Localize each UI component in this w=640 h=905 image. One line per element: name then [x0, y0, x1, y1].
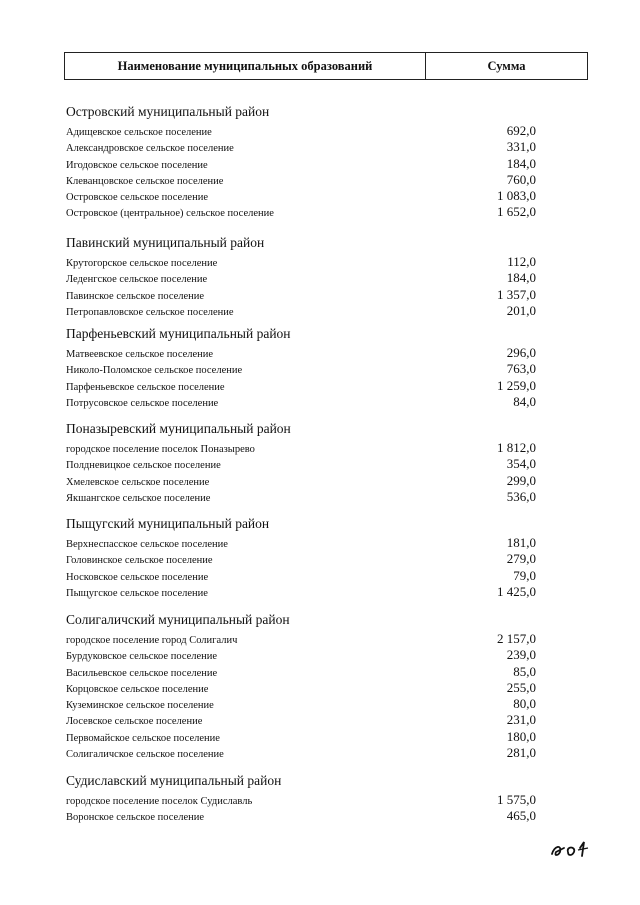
settlement-name: Куземинское сельское поселение — [66, 700, 214, 712]
district-title: Пыщугский муниципальный район — [66, 516, 270, 531]
settlement-sum: 181,0 — [506, 535, 536, 550]
settlement-row — [66, 440, 536, 456]
settlement-sum: 1 652,0 — [497, 204, 536, 220]
settlement-row — [66, 270, 536, 286]
district-title: Павинский муниципальный район — [66, 235, 265, 250]
column-header-sum: Сумма — [487, 58, 526, 73]
settlement-name: Якшангское сельское поселение — [66, 492, 211, 504]
settlement-sum: 760,0 — [506, 171, 536, 187]
settlement-sum: 281,0 — [506, 745, 536, 761]
settlement-sum: 201,0 — [506, 302, 536, 318]
settlement-name: Александровское сельское поселение — [66, 143, 234, 155]
settlement-row — [66, 535, 536, 551]
settlement-row — [66, 489, 536, 505]
district-title: Парфеньевский муниципальный район — [66, 326, 291, 341]
settlement-sum: 354,0 — [506, 456, 536, 472]
settlement-sum: 85,0 — [513, 663, 536, 679]
settlement-name: Матвеевское сельское поселение — [66, 349, 214, 360]
settlement-sum: 180,0 — [506, 728, 536, 744]
settlement-name: Головинское сельское поселение — [66, 555, 213, 567]
settlement-name: Воронское сельское поселение — [66, 812, 205, 824]
settlement-name: городское поселение поселок Судиславль — [66, 796, 253, 807]
settlement-sum: 692,0 — [506, 123, 536, 138]
settlement-name: Солигаличское сельское поселение — [66, 749, 224, 761]
settlement-sum: 239,0 — [506, 647, 536, 663]
settlement-name: Бурдуковское сельское поселение — [66, 651, 218, 663]
settlement-sum: 763,0 — [506, 361, 536, 377]
settlement-row — [66, 808, 536, 824]
settlement-name: Клеванцовское сельское поселение — [66, 175, 224, 187]
settlement-row — [66, 394, 536, 410]
settlement-sum: 465,0 — [506, 808, 536, 824]
settlement-sum: 231,0 — [506, 712, 536, 728]
settlement-sum: 1 812,0 — [497, 440, 536, 455]
settlement-sum: 536,0 — [506, 488, 536, 504]
district-section — [66, 104, 536, 221]
settlement-name: Пыщугское сельское поселение — [66, 587, 208, 599]
settlement-name: Петропавловское сельское поселение — [66, 306, 234, 318]
settlement-sum: 331,0 — [506, 139, 536, 155]
settlement-row — [66, 378, 536, 394]
settlement-row — [66, 745, 536, 761]
settlement-name: Островское сельское поселение — [66, 192, 208, 204]
settlement-name: Парфеньевское сельское поселение — [66, 381, 225, 393]
settlement-row — [66, 792, 536, 808]
settlement-row — [66, 139, 536, 155]
district-section — [66, 773, 536, 825]
settlement-row — [66, 287, 536, 303]
settlement-row — [66, 188, 536, 204]
settlement-name: Игодовское сельское поселение — [66, 159, 208, 171]
settlement-row — [66, 647, 536, 663]
settlement-row — [66, 680, 536, 696]
settlement-row — [66, 172, 536, 188]
district-section — [66, 235, 536, 319]
column-header-name: Наименование муниципальных образований — [65, 53, 426, 79]
district-section — [66, 326, 536, 410]
settlement-row — [66, 156, 536, 172]
settlement-row — [66, 303, 536, 319]
settlement-name: Корцовское сельское поселение — [66, 683, 209, 695]
settlement-name: Адищевское сельское поселение — [66, 127, 212, 138]
settlement-name: Потрусовское сельское поселение — [66, 397, 219, 409]
settlement-name: городское поселение город Солигалич — [66, 635, 238, 646]
settlement-row — [66, 473, 536, 489]
settlement-name: Носковское сельское поселение — [66, 571, 209, 583]
settlement-sum: 1 259,0 — [497, 377, 536, 393]
settlement-row — [66, 551, 536, 567]
settlement-name: Павинское сельское поселение — [66, 290, 205, 302]
district-title: Островский муниципальный район — [66, 104, 270, 119]
district-title: Судиславский муниципальный район — [66, 773, 282, 788]
settlement-sum: 1 575,0 — [497, 792, 536, 807]
settlement-sum: 299,0 — [506, 472, 536, 488]
settlement-row — [66, 584, 536, 600]
settlement-row — [66, 254, 536, 270]
settlement-row — [66, 568, 536, 584]
settlement-sum: 79,0 — [513, 567, 536, 583]
settlement-row — [66, 729, 536, 745]
settlement-row — [66, 345, 536, 361]
settlement-name: городское поселение поселок Поназырево — [66, 444, 255, 455]
settlement-sum: 1 425,0 — [497, 583, 536, 599]
settlement-row — [66, 712, 536, 728]
settlement-row — [66, 456, 536, 472]
district-section — [66, 516, 536, 600]
settlement-row — [66, 696, 536, 712]
district-title: Солигаличский муниципальный район — [66, 612, 290, 627]
settlement-sum: 2 157,0 — [497, 631, 536, 646]
settlement-sum: 112,0 — [507, 254, 536, 269]
settlement-sum: 1 083,0 — [497, 188, 536, 204]
settlement-sum: 1 357,0 — [497, 286, 536, 302]
settlement-sum: 184,0 — [506, 155, 536, 171]
district-section — [66, 421, 536, 505]
settlement-name: Островское (центральное) сельское поселение — [66, 208, 274, 220]
settlement-sum: 279,0 — [506, 551, 536, 567]
settlement-sum: 84,0 — [513, 393, 536, 409]
settlement-sum: 296,0 — [506, 345, 536, 360]
district-title: Поназыревский муниципальный район — [66, 421, 291, 436]
settlement-name: Первомайское сельское поселение — [66, 732, 220, 744]
settlement-name: Леденгское сельское поселение — [66, 274, 208, 286]
settlement-name: Верхнеспасское сельское поселение — [66, 539, 228, 550]
district-section — [66, 612, 536, 761]
settlement-sum: 184,0 — [506, 270, 536, 286]
settlement-name: Полдневицкое сельское поселение — [66, 460, 221, 472]
table-header — [64, 52, 588, 80]
settlement-row — [66, 664, 536, 680]
settlement-row — [66, 631, 536, 647]
settlement-sum: 80,0 — [513, 696, 536, 712]
settlement-name: Лосевское сельское поселение — [66, 716, 203, 728]
settlement-name: Васильевское сельское поселение — [66, 667, 218, 679]
settlement-name: Николо-Поломское сельское поселение — [66, 365, 243, 377]
settlement-name: Крутогорское сельское поселение — [66, 258, 218, 269]
settlement-row — [66, 361, 536, 377]
settlement-row — [66, 123, 536, 139]
handwritten-page-number — [548, 834, 598, 860]
settlement-row — [66, 204, 536, 220]
settlement-name: Хмелевское сельское поселение — [66, 476, 210, 488]
settlement-sum: 255,0 — [506, 679, 536, 695]
